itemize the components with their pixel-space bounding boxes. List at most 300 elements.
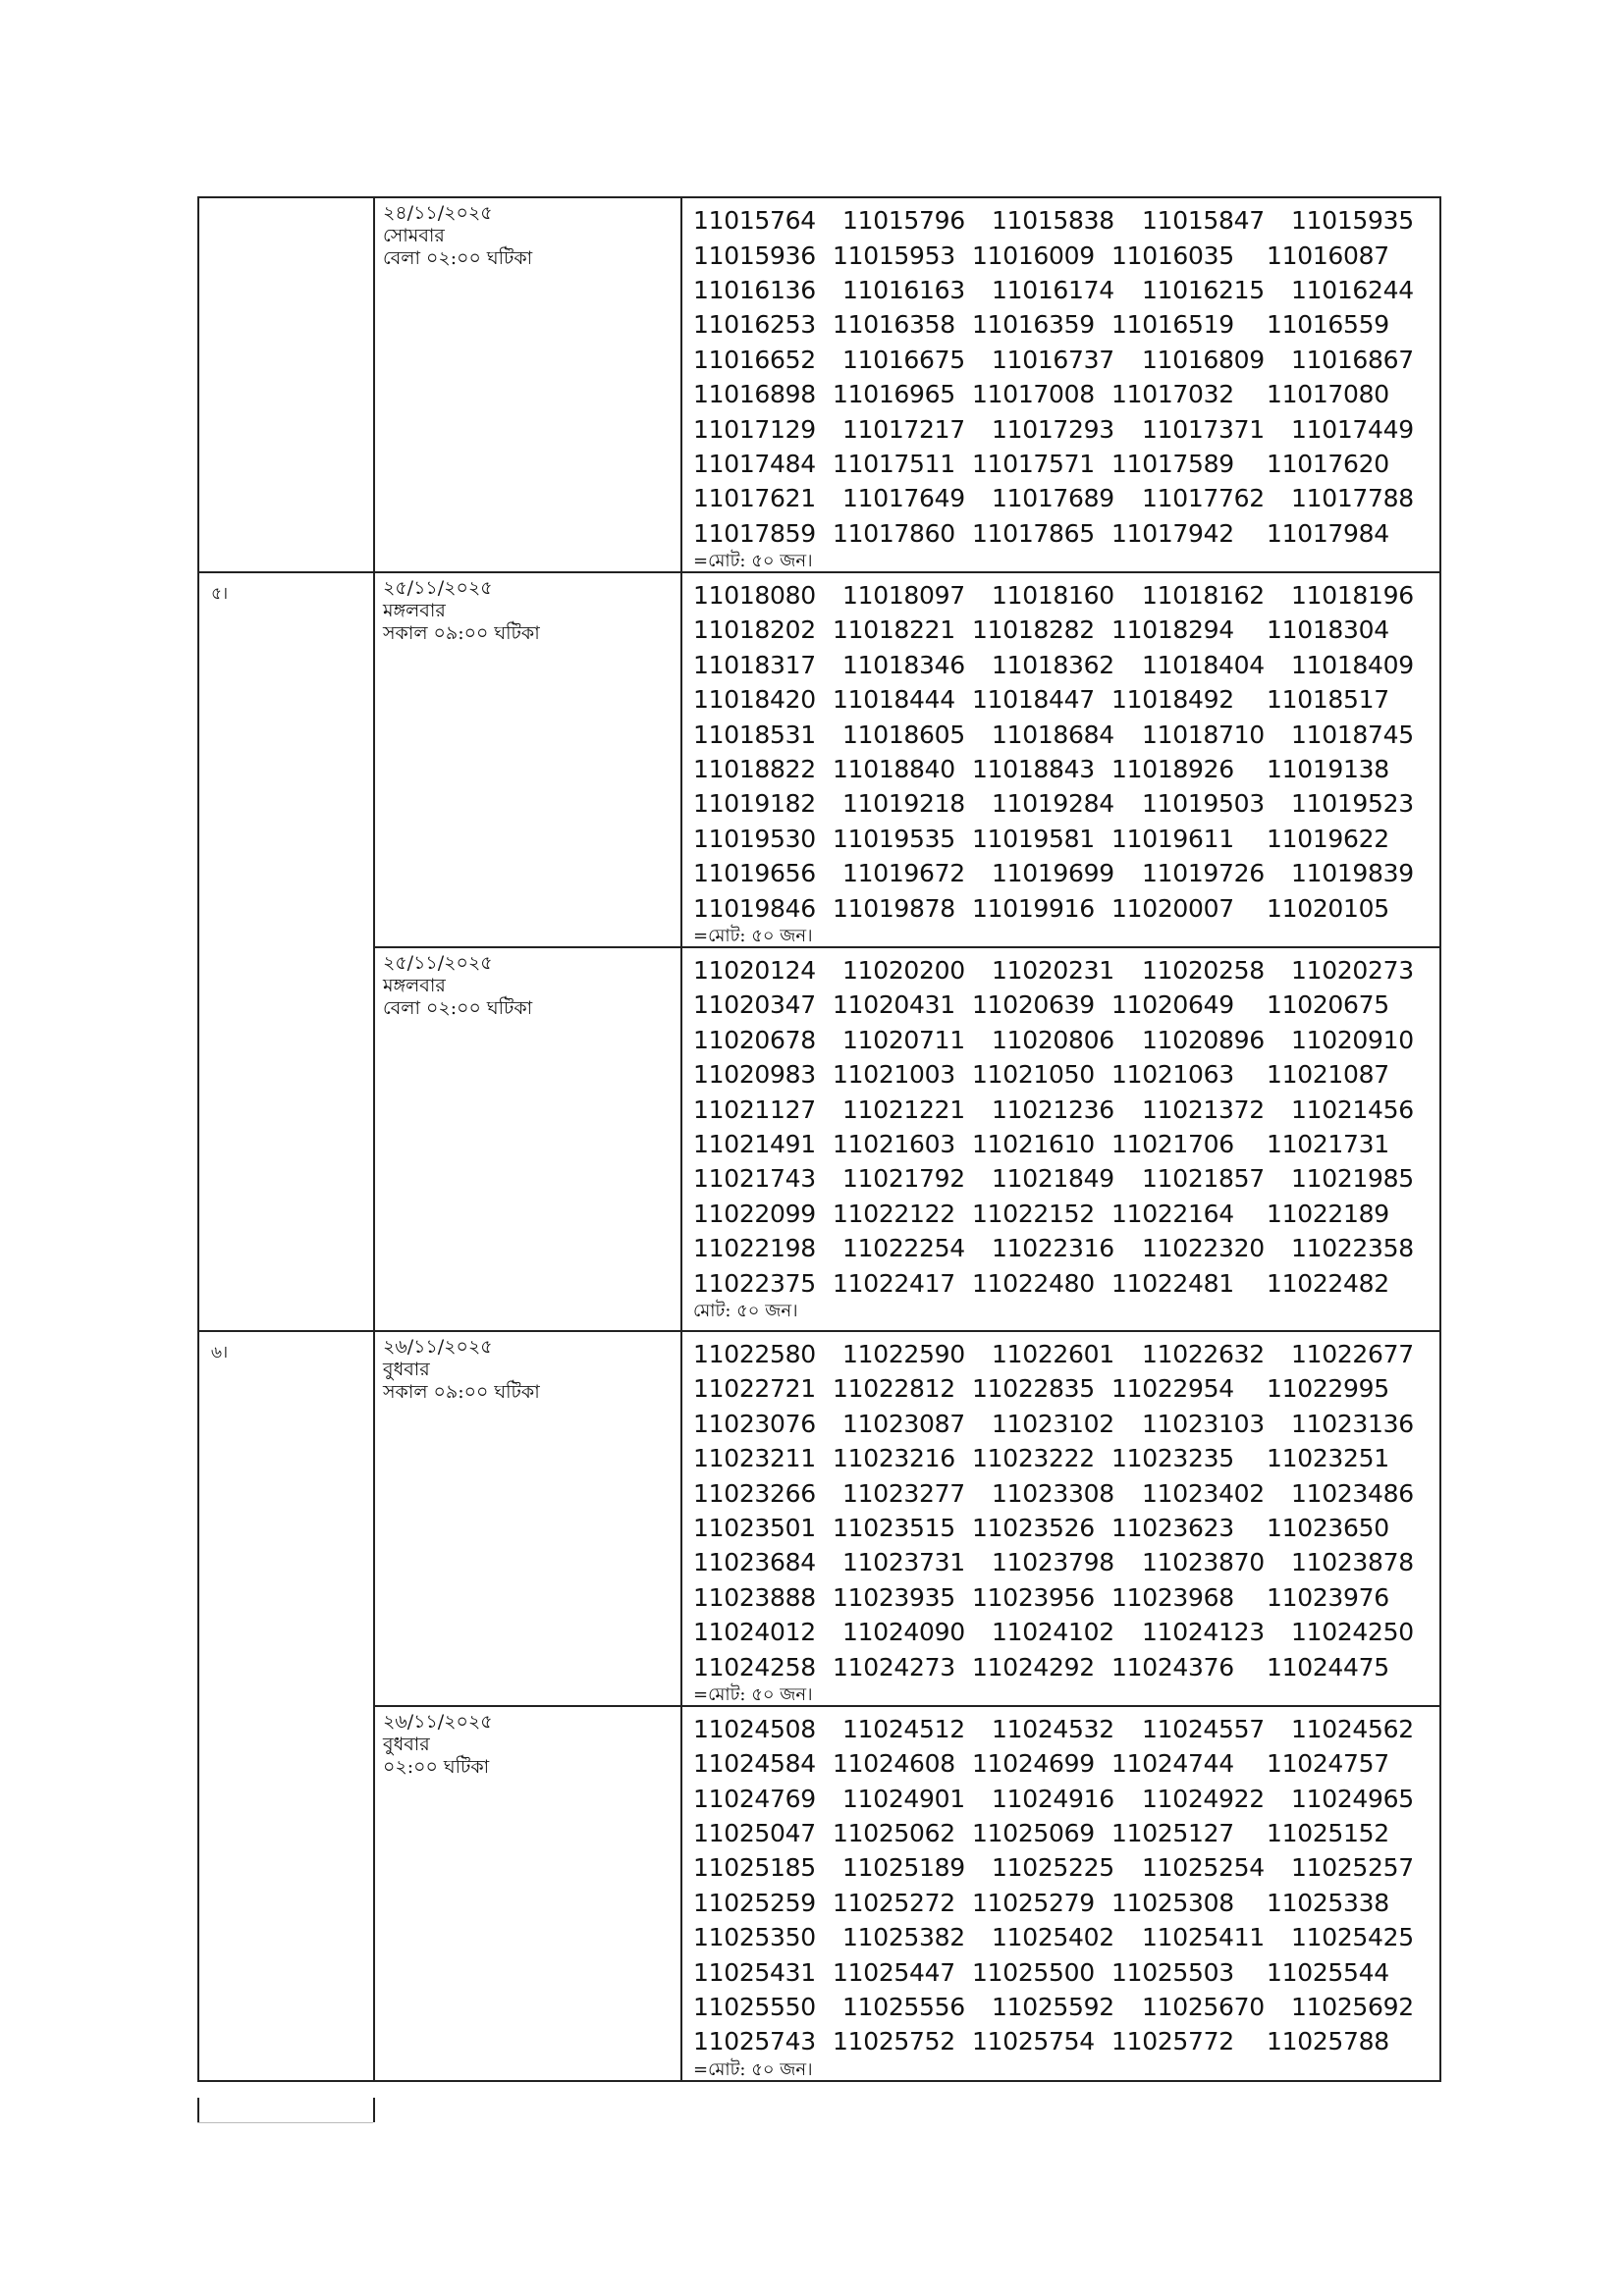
exam-date: ২৫/১১/২০২৫ [383,576,493,599]
roll-number: 11024699 [972,1749,1095,1779]
roll-number: 11019523 [1291,789,1414,819]
roll-line [693,1475,1439,1510]
session-total: =মোট: ৫০ জন। [693,925,813,946]
roll-line [693,411,1439,446]
roll-number: 11018404 [1142,650,1265,679]
roll-number: 11018409 [1291,650,1414,679]
exam-time: ০২:০০ ঘটিকা [383,1755,490,1778]
roll-line [693,1407,1439,1441]
roll-number: 11016087 [1267,240,1389,270]
roll-number: 11022481 [1111,1268,1234,1298]
roll-line [693,786,1439,821]
roll-number: 11016559 [1267,310,1389,340]
roll-number: 11016809 [1142,345,1265,374]
roll-cell [681,1706,1440,2081]
roll-number: 11015838 [992,206,1114,236]
roll-number: 11023216 [833,1444,955,1473]
roll-number: 11024292 [972,1652,1095,1682]
exam-date: ২৫/১১/২০২৫ [383,951,493,974]
roll-number: 11016519 [1111,310,1234,340]
roll-number: 11022320 [1142,1234,1265,1263]
roll-line [693,717,1439,751]
roll-number: 11023266 [693,1478,816,1508]
roll-number: 11020678 [693,1025,816,1054]
roll-number: 11016174 [992,275,1114,304]
roll-number: 11025185 [693,1853,816,1883]
roll-number: 11022152 [972,1199,1095,1228]
roll-number: 11017620 [1267,449,1389,478]
roll-number: 11016652 [693,345,816,374]
roll-number: 11024562 [1291,1714,1414,1743]
roll-number: 11018362 [992,650,1114,679]
roll-number: 11017449 [1291,414,1414,444]
roll-number: 11022254 [842,1234,965,1263]
roll-number: 11024557 [1142,1714,1265,1743]
roll-number: 11023087 [842,1409,965,1438]
roll-number: 11023103 [1142,1409,1265,1438]
roll-number: 11025411 [1142,1923,1265,1952]
session-row [198,947,1440,1331]
serial-cell [198,197,374,572]
roll-number: 11019611 [1111,824,1234,853]
roll-number: 11024532 [992,1714,1114,1743]
roll-number: 11019699 [992,859,1114,888]
roll-number: 11021731 [1267,1129,1389,1158]
roll-number: 11017865 [972,518,1095,548]
roll-number: 11021221 [842,1095,965,1124]
roll-number: 11015936 [693,240,816,270]
roll-line [693,1746,1439,1781]
roll-number: 11025550 [693,1993,816,2022]
roll-line [693,613,1439,647]
roll-number: 11019839 [1291,859,1414,888]
roll-number: 11015953 [833,240,955,270]
roll-number: 11020105 [1267,893,1389,923]
roll-number: 11021792 [842,1164,965,1194]
roll-number: 11023136 [1291,1409,1414,1438]
roll-line [693,1850,1439,1885]
roll-number: 11017859 [693,518,816,548]
roll-line [693,1057,1439,1092]
roll-number: 11025272 [833,1888,955,1917]
roll-number: 11024508 [693,1714,816,1743]
table-tail-rule [197,2122,373,2123]
roll-line [693,203,1439,238]
roll-number: 11021603 [833,1129,955,1158]
roll-line [693,1545,1439,1579]
roll-number: 11018196 [1291,581,1414,611]
roll-number: 11025225 [992,1853,1114,1883]
roll-line [693,752,1439,786]
table-tail-left [197,2098,375,2122]
roll-number: 11023684 [693,1548,816,1577]
roll-number: 11016253 [693,310,816,340]
roll-number: 11021610 [972,1129,1095,1158]
roll-number: 11025189 [842,1853,965,1883]
roll-number: 11025743 [693,2027,816,2056]
roll-number: 11025402 [992,1923,1114,1952]
roll-line [693,1197,1439,1231]
roll-number: 11018420 [693,685,816,715]
exam-time: বেলা ০২:০০ ঘটিকা [383,996,533,1019]
roll-number: 11017984 [1267,518,1389,548]
roll-number: 11025308 [1111,1888,1234,1917]
roll-number: 11020231 [992,956,1114,985]
roll-number: 11019878 [833,893,955,923]
exam-date: ২৪/১১/২০২৫ [383,202,493,224]
roll-number: 11017788 [1291,484,1414,513]
roll-number: 11023956 [972,1582,1095,1612]
slot-cell [374,947,681,1331]
roll-number: 11022122 [833,1199,955,1228]
roll-number: 11025259 [693,1888,816,1917]
roll-number: 11022099 [693,1199,816,1228]
roll-number: 11018444 [833,685,955,715]
roll-line [693,2024,1439,2058]
roll-number: 11019535 [833,824,955,853]
roll-number: 11025279 [972,1888,1095,1917]
roll-number: 11018531 [693,720,816,749]
roll-number: 11024922 [1142,1784,1265,1813]
roll-number: 11018926 [1111,755,1234,784]
roll-number: 11018517 [1267,685,1389,715]
roll-number: 11025350 [693,1923,816,1952]
roll-number: 11025425 [1291,1923,1414,1952]
roll-number: 11017649 [842,484,965,513]
roll-number: 11017942 [1111,518,1234,548]
roll-number: 11023870 [1142,1548,1265,1577]
roll-number: 11017571 [972,449,1095,478]
roll-number: 11024916 [992,1784,1114,1813]
session-total: =মোট: ৫০ জন। [693,2058,813,2080]
roll-line [693,1231,1439,1265]
session-total: মোট: ৫০ জন। [693,1300,798,1321]
roll-number: 11021127 [693,1095,816,1124]
roll-number: 11019672 [842,859,965,888]
roll-number: 11023878 [1291,1548,1414,1577]
roll-line [693,822,1439,856]
session-row [198,1331,1440,1706]
roll-number: 11017371 [1142,414,1265,444]
exam-time: বেলা ০২:০০ ঘটিকা [383,247,533,269]
roll-number: 11022995 [1267,1374,1389,1404]
roll-number: 11018097 [842,581,965,611]
roll-line [693,1990,1439,2024]
slot-cell [374,572,681,947]
roll-number: 11020347 [693,990,816,1020]
roll-number: 11023076 [693,1409,816,1438]
exam-day: মঙ্গলবার [383,599,446,621]
roll-number: 11022954 [1111,1374,1234,1404]
roll-number: 11024475 [1267,1652,1389,1682]
roll-line [693,988,1439,1022]
roll-number: 11025772 [1111,2027,1234,2056]
roll-number: 11025447 [833,1957,955,1987]
roll-number: 11020258 [1142,956,1265,985]
roll-number: 11015847 [1142,206,1265,236]
roll-number: 11025670 [1142,1993,1265,2022]
exam-time: সকাল ০৯:০০ ঘটিকা [383,1380,540,1403]
exam-day: বুধবার [383,1358,430,1380]
serial-number: ৬। [211,1342,229,1362]
roll-number: 11020896 [1142,1025,1265,1054]
roll-number: 11017689 [992,484,1114,513]
roll-number: 11020273 [1291,956,1414,985]
roll-line [693,481,1439,515]
roll-number: 11022632 [1142,1340,1265,1368]
roll-number: 11017621 [693,484,816,513]
roll-number: 11016675 [842,345,965,374]
schedule-sheet [197,196,1439,2082]
roll-number: 11025254 [1142,1853,1265,1883]
roll-number: 11023976 [1267,1582,1389,1612]
roll-number: 11025431 [693,1957,816,1987]
roll-line [693,1511,1439,1545]
roll-line [693,238,1439,272]
roll-number: 11018221 [833,615,955,645]
roll-number: 11019218 [842,789,965,819]
roll-number: 11021743 [693,1164,816,1194]
roll-line [693,1920,1439,1954]
roll-number: 11023798 [992,1548,1114,1577]
roll-number: 11022812 [833,1374,955,1404]
roll-number: 11021236 [992,1095,1114,1124]
roll-number: 11024965 [1291,1784,1414,1813]
roll-number: 11024376 [1111,1652,1234,1682]
roll-number: 11019726 [1142,859,1265,888]
roll-number: 11024102 [992,1618,1114,1647]
roll-number: 11025544 [1267,1957,1389,1987]
roll-line [693,648,1439,682]
roll-number: 11020639 [972,990,1095,1020]
roll-line [693,1161,1439,1196]
roll-number: 11022358 [1291,1234,1414,1263]
roll-number: 11024608 [833,1749,955,1779]
session-total: =মোট: ৫০ জন। [693,550,813,571]
roll-number: 11022677 [1291,1340,1414,1368]
roll-line [693,273,1439,307]
session-row [198,197,1440,572]
roll-number: 11025062 [833,1819,955,1848]
exam-date: ২৬/১১/২০২৫ [383,1335,493,1358]
roll-number: 11017589 [1111,449,1234,478]
roll-line [693,1265,1439,1300]
roll-number: 11024250 [1291,1618,1414,1647]
roll-number: 11020675 [1267,990,1389,1020]
roll-line [693,343,1439,377]
roll-number: 11018605 [842,720,965,749]
roll-number: 11017217 [842,414,965,444]
roll-number: 11015764 [693,206,816,236]
roll-number: 11024090 [842,1618,965,1647]
exam-day: বুধবার [383,1733,430,1755]
roll-line [693,377,1439,411]
roll-line [693,856,1439,890]
roll-number: 11017080 [1267,380,1389,409]
roll-number: 11019530 [693,824,816,853]
roll-number: 11020806 [992,1025,1114,1054]
roll-line [693,890,1439,925]
roll-number: 11016215 [1142,275,1265,304]
roll-number: 11018822 [693,755,816,784]
roll-number: 11021857 [1142,1164,1265,1194]
roll-cell [681,1331,1440,1706]
roll-number: 11023935 [833,1582,955,1612]
roll-number: 11025752 [833,2027,955,2056]
roll-number: 11018684 [992,720,1114,749]
roll-number: 11022835 [972,1374,1095,1404]
roll-number: 11020124 [693,956,816,985]
roll-number: 11019916 [972,893,1095,923]
roll-number: 11021985 [1291,1164,1414,1194]
roll-number: 11024769 [693,1784,816,1813]
roll-number: 11015796 [842,206,965,236]
roll-number: 11016136 [693,275,816,304]
roll-number: 11020711 [842,1025,965,1054]
roll-number: 11018447 [972,685,1095,715]
roll-number: 11023968 [1111,1582,1234,1612]
roll-cell [681,572,1440,947]
roll-number: 11023623 [1111,1513,1234,1542]
roll-number: 11024584 [693,1749,816,1779]
roll-number: 11017129 [693,414,816,444]
roll-number: 11025692 [1291,1993,1414,2022]
roll-number: 11023888 [693,1582,816,1612]
roll-number: 11024901 [842,1784,965,1813]
roll-number: 11019503 [1142,789,1265,819]
roll-number: 11020910 [1291,1025,1414,1054]
roll-number: 11023526 [972,1513,1095,1542]
slot-cell [374,1706,681,2081]
roll-number: 11022580 [693,1340,816,1368]
exam-time: সকাল ০৯:০০ ঘটিকা [383,621,540,644]
roll-number: 11025754 [972,2027,1095,2056]
roll-number: 11018745 [1291,720,1414,749]
roll-number: 11015935 [1291,206,1414,236]
roll-number: 11020007 [1111,893,1234,923]
roll-number: 11025338 [1267,1888,1389,1917]
roll-number: 11024012 [693,1618,816,1647]
roll-number: 11023235 [1111,1444,1234,1473]
roll-number: 11023102 [992,1409,1114,1438]
roll-number: 11017032 [1111,380,1234,409]
roll-number: 11018294 [1111,615,1234,645]
roll-number: 11018710 [1142,720,1265,749]
roll-number: 11023501 [693,1513,816,1542]
roll-number: 11018317 [693,650,816,679]
roll-line [693,1649,1439,1683]
roll-line [693,682,1439,717]
roll-number: 11016867 [1291,345,1414,374]
roll-number: 11019284 [992,789,1114,819]
roll-number: 11025788 [1267,2027,1389,2056]
roll-line [693,1023,1439,1057]
roll-number: 11024258 [693,1652,816,1682]
roll-number: 11019182 [693,789,816,819]
roll-line [693,1712,1439,1746]
table-tail-divider [373,2098,375,2122]
roll-number: 11023486 [1291,1478,1414,1508]
roll-number: 11020983 [693,1060,816,1090]
roll-number: 11018843 [972,755,1095,784]
roll-number: 11020431 [833,990,955,1020]
roll-number: 11021050 [972,1060,1095,1090]
roll-number: 11022316 [992,1234,1114,1263]
roll-number: 11018492 [1111,685,1234,715]
roll-number: 11018202 [693,615,816,645]
roll-number: 11018080 [693,581,816,611]
serial-number [199,198,373,206]
serial-cell [198,572,374,1331]
roll-number: 11022164 [1111,1199,1234,1228]
roll-line [693,578,1439,613]
roll-number: 11024757 [1267,1749,1389,1779]
roll-number: 11018304 [1267,615,1389,645]
roll-number: 11016035 [1111,240,1234,270]
roll-number: 11016898 [693,380,816,409]
roll-number: 11022721 [693,1374,816,1404]
roll-number: 11019138 [1267,755,1389,784]
roll-cell [681,197,1440,572]
roll-number: 11016163 [842,275,965,304]
roll-number: 11025592 [992,1993,1114,2022]
roll-number: 11024123 [1142,1618,1265,1647]
roll-number: 11019846 [693,893,816,923]
roll-number: 11019581 [972,824,1095,853]
roll-line [693,1371,1439,1406]
roll-number: 11016358 [833,310,955,340]
roll-number: 11016359 [972,310,1095,340]
roll-number: 11022417 [833,1268,955,1298]
roll-number: 11017762 [1142,484,1265,513]
roll-number: 11021491 [693,1129,816,1158]
roll-line [693,516,1439,551]
session-row [198,1706,1440,2081]
roll-number: 11021372 [1142,1095,1265,1124]
serial-cell [198,1331,374,2081]
roll-number: 11017511 [833,449,955,478]
roll-number: 11022590 [842,1340,965,1368]
roll-number: 11023222 [972,1444,1095,1473]
roll-number: 11018346 [842,650,965,679]
roll-number: 11025127 [1111,1819,1234,1848]
roll-cell [681,947,1440,1331]
roll-number: 11018282 [972,615,1095,645]
roll-number: 11016965 [833,380,955,409]
roll-number: 11021063 [1111,1060,1234,1090]
roll-number: 11023731 [842,1548,965,1577]
roll-number: 11022482 [1267,1268,1389,1298]
roll-number: 11024512 [842,1714,965,1743]
roll-number: 11021706 [1111,1129,1234,1158]
roll-number: 11024744 [1111,1749,1234,1779]
roll-line [693,1615,1439,1649]
slot-cell [374,1331,681,1706]
roll-line [693,953,1439,988]
roll-number: 11022198 [693,1234,816,1263]
roll-number: 11022480 [972,1268,1095,1298]
roll-line [693,1886,1439,1920]
roll-number: 11021456 [1291,1095,1414,1124]
roll-number: 11025382 [842,1923,965,1952]
roll-number: 11018840 [833,755,955,784]
roll-line [693,1782,1439,1816]
exam-day: সোমবার [383,225,445,246]
roll-number: 11017860 [833,518,955,548]
session-row [198,572,1440,947]
roll-number: 11025069 [972,1819,1095,1848]
roll-number: 11022601 [992,1340,1114,1368]
